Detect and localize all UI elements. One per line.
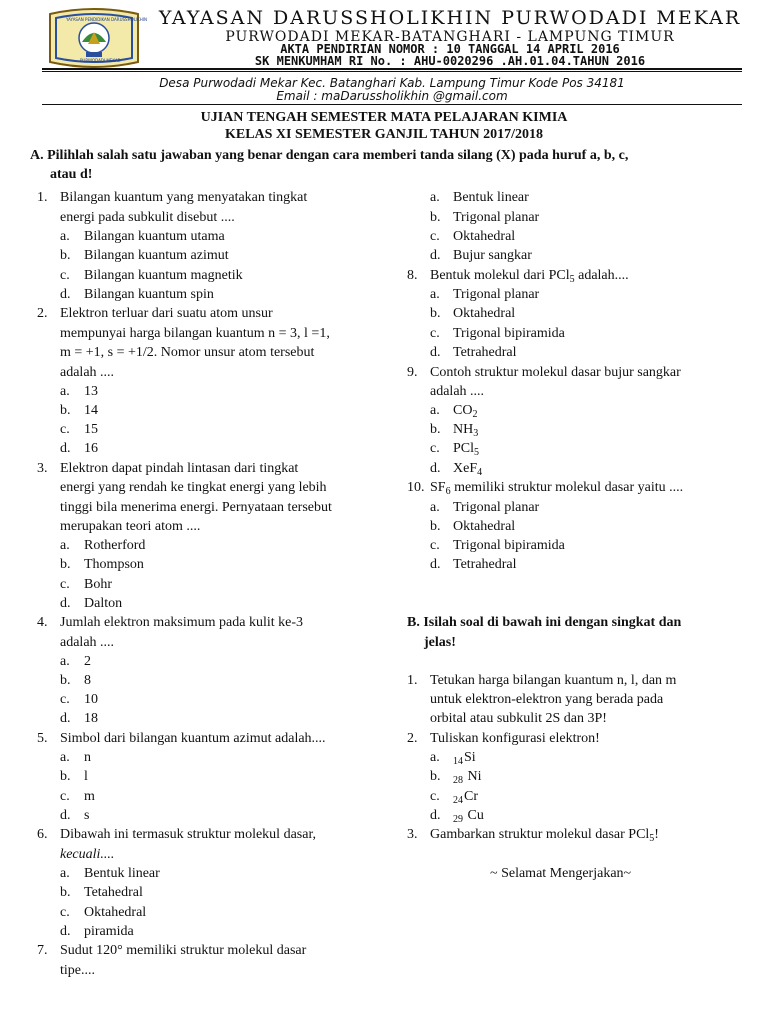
question-text: Bilangan kuantum yang menyatakan tingkat [60,190,308,205]
question-text: adalah .... [60,365,115,380]
option-letter: d. [60,808,71,823]
akta-info: AKTA PENDIRIAN NOMOR : 10 TANGGAL 14 APRIL 2016 [280,42,620,56]
option-text: 14 [84,403,98,418]
sk-info: SK MENKUMHAM RI No. : AHU-0020296 .AH.01.04.TAHUN 2016 [254,54,646,68]
option-text: s [84,808,90,823]
option-text: Bilangan kuantum magnetik [84,268,243,283]
logo-text: YAYASAN PENDIDIKAN DARUSSHOLIKHIN [66,17,147,22]
question-text: tipe.... [60,963,95,978]
option-text: Bilangan kuantum azimut [84,248,229,263]
option-text: XeF$_4$ [453,461,483,478]
question-number: 3. [407,827,418,842]
option-text: Bilangan kuantum spin [84,287,214,302]
question-text: adalah .... [60,635,115,650]
option-letter: d. [430,557,441,572]
option-letter: b. [60,403,71,418]
option-text: Trigonal planar [453,210,540,225]
section-a-instruction [30,146,720,184]
option-text: Bentuk linear [453,190,529,205]
org-location: PURWODADI MEKAR-BATANGHARI - LAMPUNG TIMUR [225,29,675,45]
option-letter: a. [430,287,440,302]
option-text: 15 [84,422,98,437]
option-letter: c. [60,577,70,592]
option-text: Tetrahedral [453,345,517,360]
option-letter: b. [430,306,441,321]
option-letter: c. [430,789,440,804]
option-text: PCl$_5$ [453,441,480,458]
option-text: $CO_2$ [453,403,478,420]
question-number: 7. [37,943,48,958]
option-text: Trigonal planar [453,500,540,515]
option-letter: c. [60,905,70,920]
element-symbol: $_{14}$Si [453,750,476,767]
option-text: 2 [84,654,91,669]
option-text: 13 [84,384,98,399]
option-text: Trigonal planar [453,287,540,302]
closing-text: ~ Selamat Mengerjakan~ [490,866,632,881]
option-letter: a. [60,866,70,881]
exam-subtitle: KELAS XI SEMESTER GANJIL TAHUN 2017/2018 [224,127,544,142]
question-text: merupakan teori atom .... [60,519,201,534]
option-text: 16 [84,441,98,456]
question-text: energi yang rendah ke tingkat energi yang lebih [60,480,327,495]
option-letter: b. [430,210,441,225]
address-divider [42,104,742,105]
option-text: Bentuk linear [84,866,160,881]
question-number: 8. [407,268,418,283]
question-number: 1. [407,673,418,688]
option-letter: d. [430,461,441,476]
org-address: Desa Purwodadi Mekar Kec. Batanghari Kab. Lampung Timur Kode Pos 34181 [159,76,625,90]
option-letter: b. [60,885,71,900]
section-b-heading: jelas! [424,635,456,650]
question-text: Simbol dari bilangan kuantum azimut adalah.... [60,731,326,746]
instruction-line: A. Pilihlah salah satu jawaban yang benar dengan cara memberi tanda silang (X) pada huruf a, b, c, [30,148,629,163]
instruction-line: atau d! [50,167,93,182]
question-text: Tetukan harga bilangan kuantum n, l, dan m [430,673,677,688]
option-text: Bohr [84,577,112,592]
option-text: Oktahedral [84,905,147,920]
question-text: Elektron dapat pindah lintasan dari tingkat [60,461,299,476]
option-letter: a. [60,229,70,244]
option-letter: a. [430,403,440,418]
school-logo [44,6,147,70]
option-letter: d. [60,924,71,939]
option-letter: c. [60,268,70,283]
option-text: Thompson [84,557,144,572]
question-text: $SF_6$ memiliki struktur molekul dasar yaitu .... [430,480,684,497]
option-letter: b. [60,769,71,784]
option-letter: a. [60,750,70,765]
org-name: YAYASAN DARUSSHOLIKHIN PURWODADI MEKAR [158,7,742,29]
question-text: mempunyai harga bilangan kuantum n = 3, l =1, [60,326,330,341]
option-letter: a. [60,654,70,669]
question-number: 1. [37,190,48,205]
question-text: Gambarkan struktur molekul dasar PCl$_5$! [430,827,659,844]
question-number: 3. [37,461,48,476]
option-text: 8 [84,673,91,688]
option-letter: a. [430,750,440,765]
question-number: 2. [37,306,48,321]
option-text: l [84,769,88,784]
option-letter: b. [60,248,71,263]
option-text: n [84,750,91,765]
option-text: m [84,789,95,804]
option-letter: b. [430,769,441,784]
option-text: Oktahedral [453,229,516,244]
option-letter: c. [430,538,440,553]
option-letter: a. [60,384,70,399]
question-number: 10. [407,480,425,495]
question-number: 9. [407,365,418,380]
option-letter: c. [430,441,440,456]
question-text: Contoh struktur molekul dasar bujur sangkar [430,365,681,380]
question-text: Jumlah elektron maksimum pada kulit ke-3 [60,615,304,630]
option-letter: d. [430,808,441,823]
element-symbol: $_{28}$ Ni [453,769,482,786]
question-text: Sudut 120° memiliki struktur molekul dasar [60,943,307,958]
question-text: Bentuk molekul dari PCl$_5$ adalah.... [430,268,629,285]
question-text: energi pada subkulit disebut .... [60,210,235,225]
element-symbol: $_{24}$Cr [453,789,478,806]
option-letter: a. [430,190,440,205]
option-letter: a. [60,538,70,553]
option-text: Dalton [84,596,123,611]
option-letter: d. [60,441,71,456]
element-symbol: $_{29}$ Cu [453,808,484,825]
option-text: 10 [84,692,98,707]
header-divider [42,68,742,70]
question-text: kecuali.... [60,847,115,862]
option-letter: d. [430,345,441,360]
exam-title: UJIAN TENGAH SEMESTER MATA PELAJARAN KIMIA [200,110,568,125]
option-letter: c. [430,326,440,341]
option-letter: b. [430,422,441,437]
option-letter: c. [60,692,70,707]
option-letter: c. [60,789,70,804]
question-number: 5. [37,731,48,746]
option-text: Oktahedral [453,306,516,321]
option-letter: a. [430,500,440,515]
org-email: Email : maDarussholikhin @gmail.com [276,89,508,103]
option-letter: d. [60,287,71,302]
option-text: Trigonal bipiramida [453,538,565,553]
option-letter: c. [60,422,70,437]
option-text: piramida [84,924,134,939]
option-text: Rotherford [84,538,146,553]
question-text: untuk elektron-elektron yang berada pada [430,692,664,707]
option-text: 18 [84,711,98,726]
option-letter: d. [60,711,71,726]
option-letter: b. [60,557,71,572]
question-number: 6. [37,827,48,842]
option-letter: b. [430,519,441,534]
option-letter: c. [430,229,440,244]
option-letter: d. [60,596,71,611]
logo-subtext: PURWODADI MEKAR [80,58,121,63]
section-b-heading: B. Isilah soal di bawah ini dengan singkat dan [407,615,682,630]
header-divider-thin [42,71,742,72]
question-text: Tuliskan konfigurasi elektron! [430,731,600,746]
question-text: tinggi bila menerima energi. Pernyataan tersebut [60,500,332,515]
question-number: 2. [407,731,418,746]
option-letter: d. [430,248,441,263]
question-text: m = +1, s = +1/2. Nomor unsur atom tersebut [60,345,315,360]
question-text: Elektron terluar dari suatu atom unsur [60,306,273,321]
option-text: Tetrahedral [453,557,517,572]
option-text: Tetahedral [84,885,143,900]
question-text: Dibawah ini termasuk struktur molekul dasar, [60,827,317,842]
question-text: adalah .... [430,384,485,399]
question-number: 4. [37,615,48,630]
option-text: Oktahedral [453,519,516,534]
question-text: orbital atau subkulit 2S dan 3P! [430,711,607,726]
option-text: Trigonal bipiramida [453,326,565,341]
option-text: Bujur sangkar [453,248,532,263]
option-text: Bilangan kuantum utama [84,229,225,244]
option-letter: b. [60,673,71,688]
option-text: $NH_3$ [453,422,479,439]
